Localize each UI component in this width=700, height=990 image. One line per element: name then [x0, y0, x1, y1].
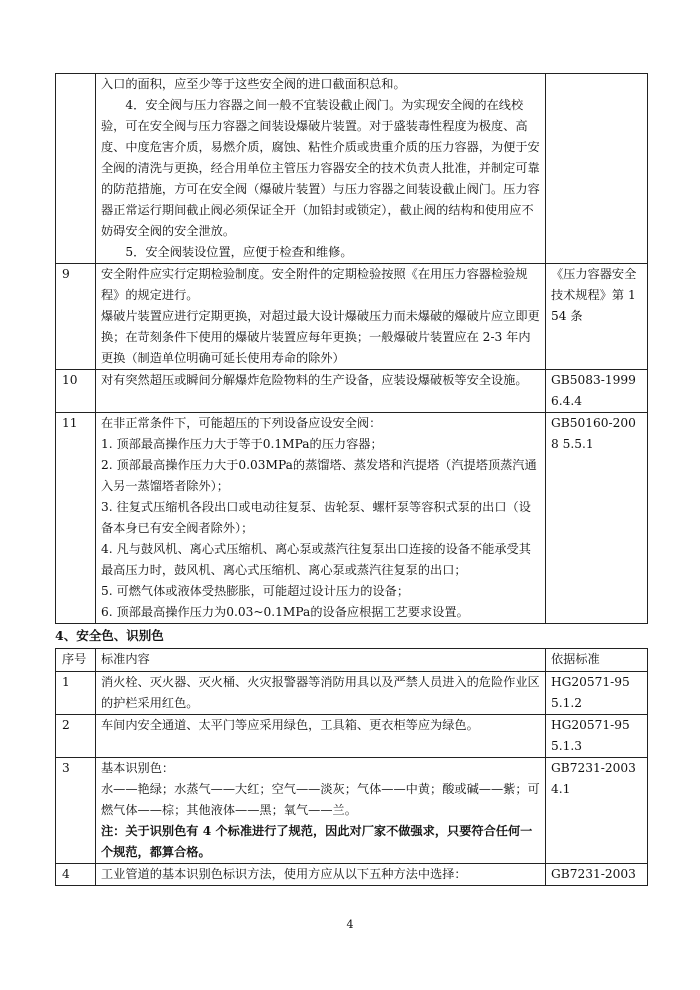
content-line: 5．安全阀装设位置，应便于检查和维修。 — [125, 245, 353, 259]
row-content — [96, 758, 546, 864]
row-number: 11 — [56, 413, 96, 624]
row-number: 10 — [56, 370, 96, 413]
content-line: 工业管道的基本识别色标识方法，使用方应从以下五种方法中选择： — [101, 867, 467, 881]
content-line: 2. 顶部最高操作压力大于0.03MPa的蒸馏塔、蒸发塔和汽提塔（汽提塔顶蒸汽通入另一蒸馏塔者除外）； — [101, 458, 537, 493]
content-line: 基本识别色： — [101, 761, 175, 775]
content-line: 对有突然超压或瞬间分解爆炸危险物料的生产设备，应装设爆破板等安全设施。 — [101, 373, 528, 387]
content-line: 安全附件应实行定期检验制度。安全附件的定期检验按照《在用压力容器检验规程》的规定进行。 — [101, 267, 528, 302]
content-line: 1. 顶部最高操作压力大于等于0.1MPa的压力容器； — [101, 437, 383, 451]
row-number: 2 — [56, 715, 96, 758]
table-row — [56, 758, 648, 864]
header-ref: 依据标准 — [546, 649, 648, 672]
document-page — [55, 73, 647, 886]
table-row — [56, 264, 648, 370]
row-content — [96, 264, 546, 370]
content-line: 注：关于识别色有 4 个标准进行了规范，因此对厂家不做强求，只要符合任何一个规范，都算合格。 — [101, 824, 533, 859]
row-reference: HG20571-95 5.1.3 — [546, 715, 648, 758]
row-content — [96, 715, 546, 758]
row-content — [96, 864, 546, 886]
content-line: 爆破片装置应进行定期更换，对超过最大设计爆破压力而未爆破的爆破片应立即更换；在苛刻条件下使用的爆破片装置应每年更换；一般爆破片装置应在 2-3 年内更换（制造单位明确可延长使用寿命的除外） — [101, 309, 540, 365]
row-reference: GB7231-2003 — [546, 864, 648, 886]
row-reference: 《压力容器安全技术规程》第 154 条 — [546, 264, 648, 370]
table-row — [56, 370, 648, 413]
row-content — [96, 413, 546, 624]
row-content — [96, 74, 546, 264]
row-content — [96, 672, 546, 715]
table-row — [56, 715, 648, 758]
row-number: 9 — [56, 264, 96, 370]
row-reference: GB5083-1999 6.4.4 — [546, 370, 648, 413]
table-header-row — [56, 649, 648, 672]
content-line: 4．安全阀与压力容器之间一般不宜装设截止阀门。为实现安全阀的在线校验，可在安全阀与压力容器之间装设爆破片装置。对于盛装毒性程度为极度、高度、中度危害介质，易燃介质，腐蚀、粘性介质或贵重介质的压力容器，为便于安全阀的清洗与更换，经合用单位主管压力容器安全的技术负责人批准，并制定可靠的防范措施，方可在安全阀（爆破片装置）与压力容器之间装设截止阀门。压力容器正常运行期间截止阀必须保证全开（加铅封或锁定），截止阀的结构和使用应不妨碍安全阀的安全泄放。 — [101, 98, 540, 238]
content-line: 4. 凡与鼓风机、离心式压缩机、离心泵或蒸汽往复泵出口连接的设备不能承受其最高压力时，鼓风机、离心式压缩机、离心泵或蒸汽往复泵的出口； — [101, 542, 531, 577]
row-reference: GB7231-2003 4.1 — [546, 758, 648, 864]
row-reference: HG20571-95 5.1.2 — [546, 672, 648, 715]
header-num: 序号 — [56, 649, 96, 672]
section-title: 4、安全色、识别色 — [55, 628, 164, 643]
content-line: 水——艳绿；水蒸气——大红；空气——淡灰；气体——中黄；酸或碱——紫；可燃气体——棕；其他液体——黑；氧气——兰。 — [101, 782, 540, 817]
content-line: 入口的面积，应至少等于这些安全阀的进口截面积总和。 — [101, 77, 406, 91]
content-line: 3. 往复式压缩机各段出口或电动往复泵、齿轮泵、螺杆泵等容积式泵的出口（设备本身已有安全阀者除外）； — [101, 500, 531, 535]
content-line: 5. 可燃气体或液体受热膨胀，可能超过设计压力的设备； — [101, 584, 410, 598]
row-reference: GB50160-2008 5.5.1 — [546, 413, 648, 624]
table-row — [56, 672, 648, 715]
content-line: 在非正常条件下，可能超压的下列设备应设安全阀： — [101, 416, 382, 430]
safety-valve-table — [55, 73, 648, 624]
row-reference — [546, 74, 648, 264]
row-content — [96, 370, 546, 413]
table-row — [56, 413, 648, 624]
table-row — [56, 74, 648, 264]
row-number — [56, 74, 96, 264]
safety-color-table — [55, 648, 648, 886]
content-line: 车间内安全通道、太平门等应采用绿色，工具箱、更衣柜等应为绿色。 — [101, 718, 479, 732]
page-number: 4 — [346, 918, 354, 931]
row-number: 4 — [56, 864, 96, 886]
header-content: 标准内容 — [96, 649, 546, 672]
content-line: 消火栓、灭火器、灭火桶、火灾报警器等消防用具以及严禁人员进入的危险作业区的护栏采用红色。 — [101, 675, 540, 710]
content-line: 6. 顶部最高操作压力为0.03~0.1MPa的设备应根据工艺要求设置。 — [101, 605, 469, 619]
row-number: 1 — [56, 672, 96, 715]
row-number: 3 — [56, 758, 96, 864]
table-row — [56, 864, 648, 886]
